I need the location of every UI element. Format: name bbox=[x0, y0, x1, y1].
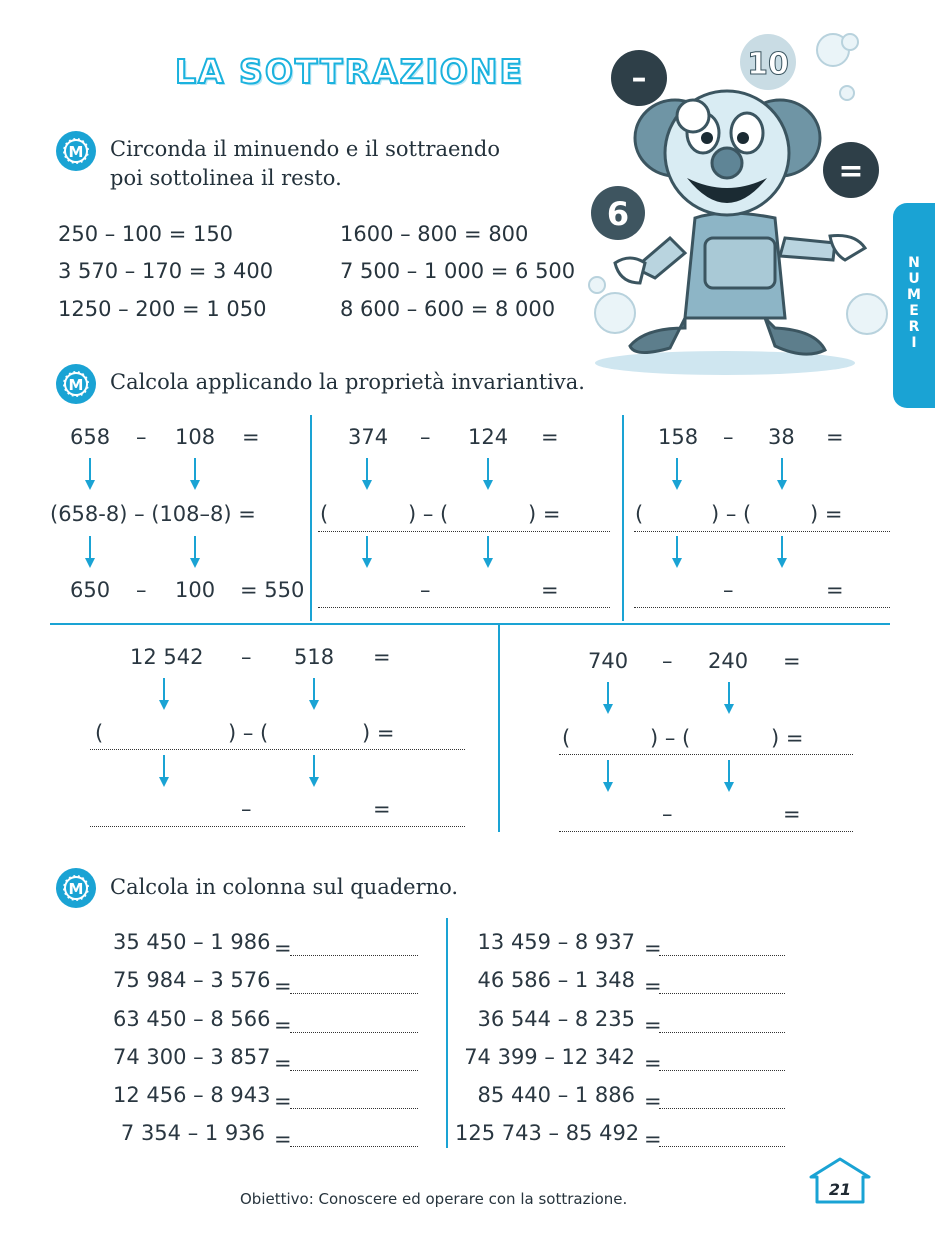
equals-sign: = bbox=[644, 1089, 662, 1113]
column-operation: 36 544 – 8 235 bbox=[477, 1007, 635, 1031]
clown-illustration bbox=[575, 28, 895, 378]
arrow-down-icon bbox=[775, 458, 789, 490]
column-operation: 7 354 – 1 936 bbox=[120, 1121, 265, 1145]
arrow-down-icon bbox=[188, 458, 202, 490]
grid-divider bbox=[310, 415, 312, 621]
open-paren: ( bbox=[95, 721, 104, 745]
equals-sign: = bbox=[644, 974, 662, 998]
exercise1-instruction-line1: Circonda il minuendo e il sottraendo bbox=[110, 137, 500, 161]
exercise-marker-icon bbox=[55, 363, 97, 405]
answer-line[interactable] bbox=[659, 1108, 785, 1109]
answer-line[interactable] bbox=[659, 1070, 785, 1071]
equals-sign: = bbox=[274, 1013, 292, 1037]
answer-line[interactable] bbox=[290, 1032, 418, 1033]
column-operation: 74 399 – 12 342 bbox=[464, 1045, 635, 1069]
paren-separator: ) – ( bbox=[228, 721, 269, 745]
open-paren: ( bbox=[562, 726, 571, 750]
example-transformed: (658-8) – (108–8) = bbox=[50, 502, 256, 526]
answer-line[interactable] bbox=[659, 993, 785, 994]
exercise-marker-icon bbox=[55, 867, 97, 909]
arrow-down-icon bbox=[670, 458, 684, 490]
example-result: = 550 bbox=[240, 578, 305, 602]
open-paren: ( bbox=[635, 502, 644, 526]
equals-sign: = bbox=[274, 1127, 292, 1151]
column-operation: 46 586 – 1 348 bbox=[477, 968, 635, 992]
equals-sign: = bbox=[541, 578, 559, 602]
close-paren-equals: ) = bbox=[528, 502, 561, 526]
equals-sign: = bbox=[274, 1051, 292, 1075]
badge-ten: 10 bbox=[747, 47, 789, 82]
column-operation: 12 456 – 8 943 bbox=[113, 1083, 271, 1107]
equals-sign: = bbox=[644, 936, 662, 960]
answer-line[interactable] bbox=[290, 1146, 418, 1147]
minus-sign: – bbox=[241, 645, 252, 669]
equals-sign: = bbox=[826, 578, 844, 602]
minus-sign: – bbox=[420, 425, 431, 449]
page-number-house-icon bbox=[805, 1155, 875, 1207]
equals-sign: = bbox=[242, 425, 260, 449]
ex1-right-row: 8 600 – 600 = 8 000 bbox=[340, 297, 556, 321]
answer-line[interactable] bbox=[290, 993, 418, 994]
answer-line[interactable] bbox=[559, 831, 853, 832]
column-operation: 85 440 – 1 886 bbox=[477, 1083, 635, 1107]
example-subtrahend: 108 bbox=[175, 425, 216, 449]
badge-minus: – bbox=[631, 61, 647, 96]
answer-line[interactable] bbox=[659, 1032, 785, 1033]
exercise1-instruction-line2: poi sottolinea il resto. bbox=[110, 166, 342, 190]
equals-sign: = bbox=[373, 645, 391, 669]
equals-sign: = bbox=[644, 1013, 662, 1037]
page-number: 21 bbox=[828, 1180, 852, 1199]
answer-line[interactable] bbox=[290, 955, 418, 956]
close-paren-equals: ) = bbox=[362, 721, 395, 745]
item-subtrahend: 124 bbox=[468, 425, 509, 449]
badge-equals: = bbox=[838, 154, 864, 189]
column-operation: 63 450 – 8 566 bbox=[113, 1007, 271, 1031]
ex1-left-row: 1250 – 200 = 1 050 bbox=[58, 297, 267, 321]
ex1-left-row: 250 – 100 = 150 bbox=[58, 222, 234, 246]
badge-six: 6 bbox=[606, 195, 630, 233]
column-operation: 74 300 – 3 857 bbox=[113, 1045, 271, 1069]
answer-line[interactable] bbox=[90, 749, 465, 750]
close-paren-equals: ) = bbox=[771, 726, 804, 750]
answer-line[interactable] bbox=[634, 607, 890, 608]
item-subtrahend: 518 bbox=[294, 645, 335, 669]
minus-sign: – bbox=[662, 649, 673, 673]
item-minuend: 374 bbox=[348, 425, 389, 449]
ex1-right-row: 7 500 – 1 000 = 6 500 bbox=[340, 259, 576, 283]
paren-separator: ) – ( bbox=[711, 502, 752, 526]
answer-line[interactable] bbox=[659, 1146, 785, 1147]
answer-line[interactable] bbox=[318, 607, 610, 608]
item-minuend: 158 bbox=[658, 425, 699, 449]
example-new-subtrahend: 100 bbox=[175, 578, 216, 602]
equals-sign: = bbox=[274, 1089, 292, 1113]
item-minuend: 740 bbox=[588, 649, 629, 673]
column-divider bbox=[446, 918, 448, 1148]
paren-separator: ) – ( bbox=[408, 502, 449, 526]
section-tab[interactable] bbox=[893, 203, 935, 408]
arrow-down-icon bbox=[481, 458, 495, 490]
minus-sign: – bbox=[136, 578, 147, 602]
exercise-marker-icon bbox=[55, 130, 97, 172]
equals-sign: = bbox=[783, 802, 801, 826]
example-new-minuend: 650 bbox=[70, 578, 111, 602]
arrow-down-icon bbox=[601, 760, 615, 792]
arrow-down-icon bbox=[83, 536, 97, 568]
equals-sign: = bbox=[826, 425, 844, 449]
arrow-down-icon bbox=[360, 458, 374, 490]
column-operation: 35 450 – 1 986 bbox=[113, 930, 271, 954]
column-operation: 13 459 – 8 937 bbox=[477, 930, 635, 954]
arrow-down-icon bbox=[157, 678, 171, 710]
equals-sign: = bbox=[373, 797, 391, 821]
equals-sign: = bbox=[783, 649, 801, 673]
objective-text: Obiettivo: Conoscere ed operare con la sottrazione. bbox=[240, 1190, 628, 1208]
answer-line[interactable] bbox=[90, 826, 465, 827]
arrow-down-icon bbox=[307, 755, 321, 787]
minus-sign: – bbox=[241, 797, 252, 821]
item-subtrahend: 240 bbox=[708, 649, 749, 673]
section-tab-label: N U M E R I bbox=[907, 255, 921, 351]
minus-sign: – bbox=[662, 802, 673, 826]
open-paren: ( bbox=[320, 502, 329, 526]
grid-divider bbox=[622, 415, 624, 621]
answer-line[interactable] bbox=[634, 531, 890, 532]
paren-separator: ) – ( bbox=[650, 726, 691, 750]
exercise3-instruction: Calcola in colonna sul quaderno. bbox=[110, 875, 459, 899]
arrow-down-icon bbox=[670, 536, 684, 568]
equals-sign: = bbox=[644, 1127, 662, 1151]
arrow-down-icon bbox=[188, 536, 202, 568]
equals-sign: = bbox=[541, 425, 559, 449]
arrow-down-icon bbox=[722, 760, 736, 792]
arrow-down-icon bbox=[722, 682, 736, 714]
arrow-down-icon bbox=[601, 682, 615, 714]
arrow-down-icon bbox=[157, 755, 171, 787]
page-title: LA SOTTRAZIONE bbox=[175, 52, 525, 91]
grid-divider bbox=[50, 623, 890, 625]
equals-sign: = bbox=[274, 936, 292, 960]
item-minuend: 12 542 bbox=[130, 645, 204, 669]
arrow-down-icon bbox=[307, 678, 321, 710]
ex1-left-row: 3 570 – 170 = 3 400 bbox=[58, 259, 274, 283]
minus-sign: – bbox=[723, 425, 734, 449]
minus-sign: – bbox=[136, 425, 147, 449]
arrow-down-icon bbox=[83, 458, 97, 490]
minus-sign: – bbox=[723, 578, 734, 602]
close-paren-equals: ) = bbox=[810, 502, 843, 526]
answer-line[interactable] bbox=[290, 1070, 418, 1071]
answer-line[interactable] bbox=[290, 1108, 418, 1109]
arrow-down-icon bbox=[775, 536, 789, 568]
ex1-right-row: 1600 – 800 = 800 bbox=[340, 222, 529, 246]
example-minuend: 658 bbox=[70, 425, 111, 449]
minus-sign: – bbox=[420, 578, 431, 602]
exercise2-instruction: Calcola applicando la proprietà invariantiva. bbox=[110, 370, 585, 394]
arrow-down-icon bbox=[481, 536, 495, 568]
equals-sign: = bbox=[274, 974, 292, 998]
item-subtrahend: 38 bbox=[768, 425, 795, 449]
answer-line[interactable] bbox=[559, 754, 853, 755]
column-operation: 75 984 – 3 576 bbox=[113, 968, 271, 992]
arrow-down-icon bbox=[360, 536, 374, 568]
column-operation: 125 743 – 85 492 bbox=[455, 1121, 640, 1145]
grid-divider bbox=[498, 625, 500, 832]
answer-line[interactable] bbox=[659, 955, 785, 956]
equals-sign: = bbox=[644, 1051, 662, 1075]
answer-line[interactable] bbox=[318, 531, 610, 532]
